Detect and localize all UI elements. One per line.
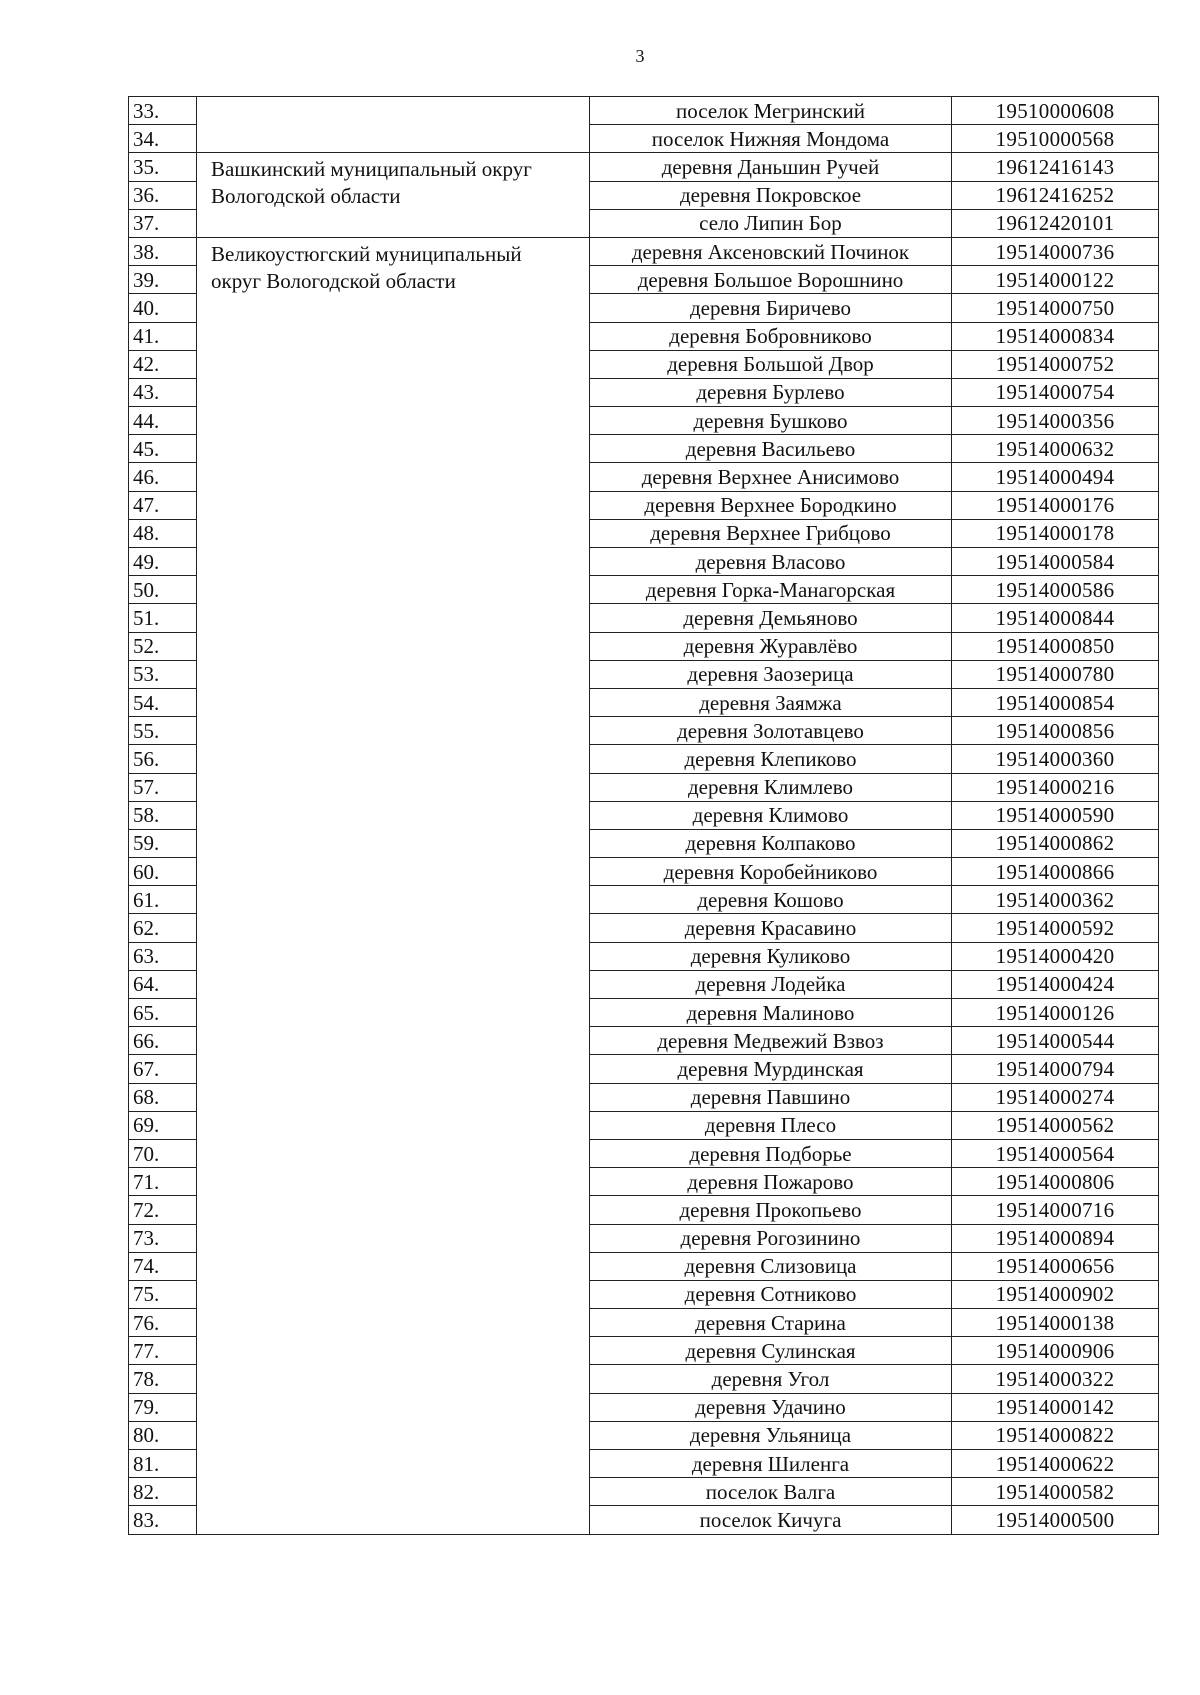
oktmo-code: 19510000568 xyxy=(952,125,1159,153)
row-number: 80. xyxy=(129,1421,197,1449)
district-name: Вашкинский муниципальный округ Вологодской области xyxy=(211,157,532,209)
oktmo-code: 19514000176 xyxy=(952,491,1159,519)
table-row xyxy=(129,237,1159,265)
row-number: 81. xyxy=(129,1450,197,1478)
oktmo-code: 19514000716 xyxy=(952,1196,1159,1224)
oktmo-code: 19514000862 xyxy=(952,829,1159,857)
row-number: 55. xyxy=(129,717,197,745)
oktmo-code: 19514000894 xyxy=(952,1224,1159,1252)
row-number: 54. xyxy=(129,688,197,716)
oktmo-code: 19514000750 xyxy=(952,294,1159,322)
oktmo-code: 19514000906 xyxy=(952,1337,1159,1365)
oktmo-code: 19514000854 xyxy=(952,688,1159,716)
settlement-name: деревня Журавлёво xyxy=(590,632,952,660)
oktmo-code: 19514000794 xyxy=(952,1055,1159,1083)
settlement-name: деревня Клепиково xyxy=(590,745,952,773)
settlement-name: деревня Подборье xyxy=(590,1139,952,1167)
row-number: 49. xyxy=(129,548,197,576)
row-number: 69. xyxy=(129,1111,197,1139)
oktmo-code: 19514000822 xyxy=(952,1421,1159,1449)
oktmo-code: 19514000420 xyxy=(952,942,1159,970)
settlement-name: деревня Кошово xyxy=(590,886,952,914)
oktmo-code: 19514000122 xyxy=(952,266,1159,294)
settlement-name: деревня Удачино xyxy=(590,1393,952,1421)
oktmo-code: 19514000424 xyxy=(952,970,1159,998)
settlement-name: деревня Лодейка xyxy=(590,970,952,998)
oktmo-code: 19514000494 xyxy=(952,463,1159,491)
settlement-name: деревня Слизовица xyxy=(590,1252,952,1280)
row-number: 71. xyxy=(129,1168,197,1196)
oktmo-code: 19514000562 xyxy=(952,1111,1159,1139)
settlement-name: деревня Большой Двор xyxy=(590,350,952,378)
row-number: 36. xyxy=(129,181,197,209)
settlement-name: деревня Верхнее Бородкино xyxy=(590,491,952,519)
row-number: 61. xyxy=(129,886,197,914)
settlement-name: деревня Заозерица xyxy=(590,660,952,688)
oktmo-code: 19514000856 xyxy=(952,717,1159,745)
oktmo-code: 19514000850 xyxy=(952,632,1159,660)
settlement-name: деревня Колпаково xyxy=(590,829,952,857)
settlement-name: деревня Климлево xyxy=(590,773,952,801)
oktmo-code: 19514000834 xyxy=(952,322,1159,350)
row-number: 62. xyxy=(129,914,197,942)
oktmo-code: 19514000736 xyxy=(952,237,1159,265)
settlement-name: поселок Мегринский xyxy=(590,97,952,125)
settlement-name: деревня Аксеновский Починок xyxy=(590,237,952,265)
row-number: 40. xyxy=(129,294,197,322)
row-number: 60. xyxy=(129,858,197,886)
row-number: 72. xyxy=(129,1196,197,1224)
row-number: 47. xyxy=(129,491,197,519)
oktmo-code: 19514000178 xyxy=(952,519,1159,547)
settlement-name: деревня Верхнее Анисимово xyxy=(590,463,952,491)
settlement-name: деревня Горка-Манагорская xyxy=(590,576,952,604)
settlement-name: деревня Сотниково xyxy=(590,1280,952,1308)
settlement-name: деревня Куликово xyxy=(590,942,952,970)
settlement-name: деревня Павшино xyxy=(590,1083,952,1111)
oktmo-code: 19514000582 xyxy=(952,1478,1159,1506)
row-number: 58. xyxy=(129,801,197,829)
oktmo-code: 19514000356 xyxy=(952,407,1159,435)
settlement-name: деревня Бобровниково xyxy=(590,322,952,350)
settlement-name: деревня Покровское xyxy=(590,181,952,209)
settlement-name: деревня Угол xyxy=(590,1365,952,1393)
settlements-table xyxy=(128,96,1159,1535)
oktmo-code: 19514000564 xyxy=(952,1139,1159,1167)
district-name: Великоустюгский муниципальный округ Вологодской области xyxy=(211,241,522,293)
row-number: 33. xyxy=(129,97,197,125)
row-number: 37. xyxy=(129,209,197,237)
row-number: 34. xyxy=(129,125,197,153)
settlement-name: деревня Медвежий Взвоз xyxy=(590,1027,952,1055)
oktmo-code: 19514000322 xyxy=(952,1365,1159,1393)
row-number: 52. xyxy=(129,632,197,660)
oktmo-code: 19514000362 xyxy=(952,886,1159,914)
settlement-name: поселок Валга xyxy=(590,1478,952,1506)
row-number: 41. xyxy=(129,322,197,350)
row-number: 73. xyxy=(129,1224,197,1252)
row-number: 76. xyxy=(129,1309,197,1337)
oktmo-code: 19514000806 xyxy=(952,1168,1159,1196)
oktmo-code: 19514000866 xyxy=(952,858,1159,886)
oktmo-code: 19514000274 xyxy=(952,1083,1159,1111)
settlement-name: деревня Шиленга xyxy=(590,1450,952,1478)
settlement-name: деревня Демьяново xyxy=(590,604,952,632)
row-number: 75. xyxy=(129,1280,197,1308)
district-cell xyxy=(197,97,590,153)
settlement-name: деревня Власово xyxy=(590,548,952,576)
settlement-name: деревня Старина xyxy=(590,1309,952,1337)
row-number: 83. xyxy=(129,1506,197,1534)
settlement-name: деревня Большое Ворошнино xyxy=(590,266,952,294)
settlement-name: село Липин Бор xyxy=(590,209,952,237)
row-number: 44. xyxy=(129,407,197,435)
row-number: 78. xyxy=(129,1365,197,1393)
oktmo-code: 19514000656 xyxy=(952,1252,1159,1280)
oktmo-code: 19612416252 xyxy=(952,181,1159,209)
oktmo-code: 19514000544 xyxy=(952,1027,1159,1055)
district-name xyxy=(201,97,585,103)
settlement-name: деревня Прокопьево xyxy=(590,1196,952,1224)
settlement-name: деревня Рогозинино xyxy=(590,1224,952,1252)
settlement-name: деревня Ульяница xyxy=(590,1421,952,1449)
settlement-name: поселок Кичуга xyxy=(590,1506,952,1534)
settlement-name: деревня Сулинская xyxy=(590,1337,952,1365)
oktmo-code: 19612416143 xyxy=(952,153,1159,181)
oktmo-code: 19514000752 xyxy=(952,350,1159,378)
settlement-name: деревня Бурлево xyxy=(590,378,952,406)
row-number: 42. xyxy=(129,350,197,378)
row-number: 59. xyxy=(129,829,197,857)
row-number: 46. xyxy=(129,463,197,491)
row-number: 63. xyxy=(129,942,197,970)
oktmo-code: 19510000608 xyxy=(952,97,1159,125)
row-number: 45. xyxy=(129,435,197,463)
oktmo-code: 19514000126 xyxy=(952,999,1159,1027)
oktmo-code: 19514000586 xyxy=(952,576,1159,604)
settlement-name: деревня Малиново xyxy=(590,999,952,1027)
settlement-name: деревня Плесо xyxy=(590,1111,952,1139)
row-number: 64. xyxy=(129,970,197,998)
row-number: 39. xyxy=(129,266,197,294)
settlement-name: деревня Золотавцево xyxy=(590,717,952,745)
settlement-name: деревня Красавино xyxy=(590,914,952,942)
row-number: 57. xyxy=(129,773,197,801)
row-number: 50. xyxy=(129,576,197,604)
settlement-name: деревня Заямжа xyxy=(590,688,952,716)
settlement-name: деревня Пожарово xyxy=(590,1168,952,1196)
row-number: 82. xyxy=(129,1478,197,1506)
page-number: 3 xyxy=(635,46,645,66)
row-number: 77. xyxy=(129,1337,197,1365)
row-number: 56. xyxy=(129,745,197,773)
row-number: 67. xyxy=(129,1055,197,1083)
row-number: 65. xyxy=(129,999,197,1027)
table-body xyxy=(129,97,1159,1535)
oktmo-code: 19514000216 xyxy=(952,773,1159,801)
oktmo-code: 19514000622 xyxy=(952,1450,1159,1478)
oktmo-code: 19514000138 xyxy=(952,1309,1159,1337)
row-number: 48. xyxy=(129,519,197,547)
settlement-name: деревня Мурдинская xyxy=(590,1055,952,1083)
row-number: 70. xyxy=(129,1139,197,1167)
row-number: 38. xyxy=(129,237,197,265)
row-number: 35. xyxy=(129,153,197,181)
oktmo-code: 19514000500 xyxy=(952,1506,1159,1534)
settlement-name: поселок Нижняя Мондома xyxy=(590,125,952,153)
row-number: 43. xyxy=(129,378,197,406)
oktmo-code: 19514000584 xyxy=(952,548,1159,576)
district-cell xyxy=(197,237,590,1534)
row-number: 51. xyxy=(129,604,197,632)
oktmo-code: 19514000592 xyxy=(952,914,1159,942)
settlement-name: деревня Биричево xyxy=(590,294,952,322)
row-number: 74. xyxy=(129,1252,197,1280)
oktmo-code: 19514000754 xyxy=(952,378,1159,406)
row-number: 53. xyxy=(129,660,197,688)
oktmo-code: 19514000632 xyxy=(952,435,1159,463)
row-number: 79. xyxy=(129,1393,197,1421)
oktmo-code: 19514000844 xyxy=(952,604,1159,632)
oktmo-code: 19514000142 xyxy=(952,1393,1159,1421)
settlement-name: деревня Коробейниково xyxy=(590,858,952,886)
row-number: 66. xyxy=(129,1027,197,1055)
oktmo-code: 19514000780 xyxy=(952,660,1159,688)
oktmo-code: 19612420101 xyxy=(952,209,1159,237)
settlement-name: деревня Бушково xyxy=(590,407,952,435)
oktmo-code: 19514000590 xyxy=(952,801,1159,829)
table-row xyxy=(129,153,1159,181)
settlement-name: деревня Васильево xyxy=(590,435,952,463)
row-number: 68. xyxy=(129,1083,197,1111)
oktmo-code: 19514000902 xyxy=(952,1280,1159,1308)
oktmo-code: 19514000360 xyxy=(952,745,1159,773)
settlement-name: деревня Верхнее Грибцово xyxy=(590,519,952,547)
table-row xyxy=(129,97,1159,125)
settlement-name: деревня Даньшин Ручей xyxy=(590,153,952,181)
settlement-name: деревня Климово xyxy=(590,801,952,829)
district-cell xyxy=(197,153,590,238)
